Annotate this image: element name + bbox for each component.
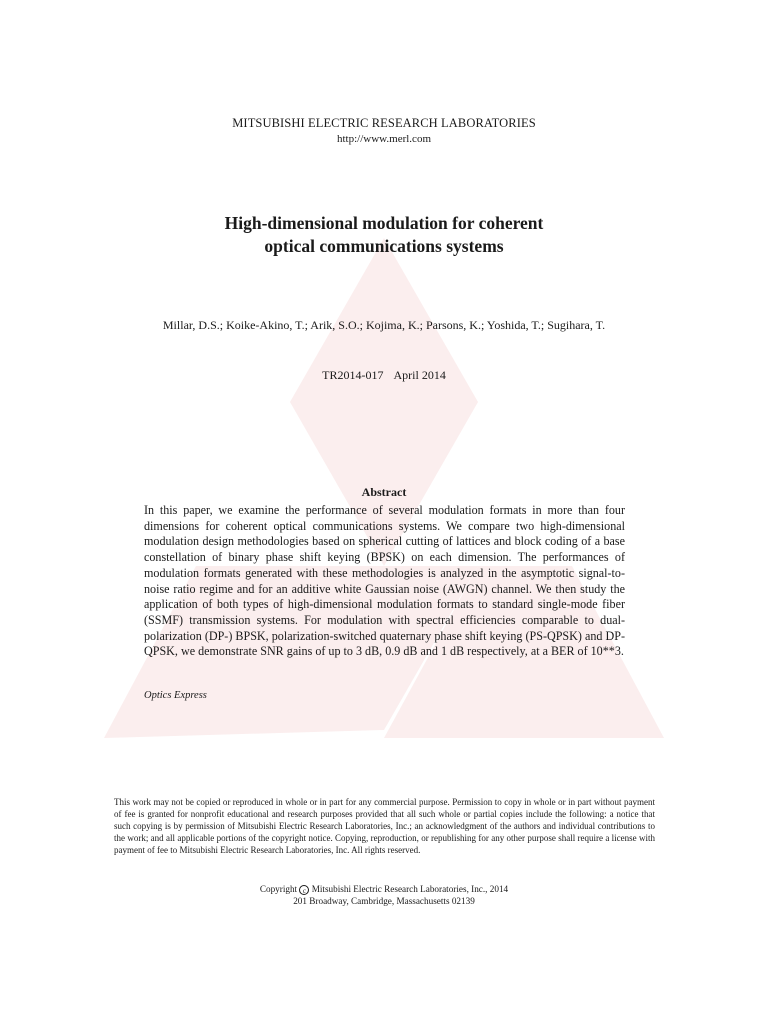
copyright-notice: This work may not be copied or reproduced in whole or in part for any commercial purpose. Permission to copy in whole or in part without payment of fee is granted for nonprofit educational and research purposes provided that all such whole or partial copies include the following: a notice that such copying is by permission of Mitsubishi Electric Research Laboratories, Inc.; an acknowledgment of the authors and individual contributions to the work; and all applicable portions of the copyright notice. Copying, reproduction, or republishing for any other purpose shall require a license with payment of fee to Mitsubishi Electric Research Laboratories, Inc. All rights reserved.: [114, 797, 655, 855]
paper-authors: Millar, D.S.; Koike-Akino, T.; Arik, S.O.; Kojima, K.; Parsons, K.; Yoshida, T.; Sugihara, T.: [162, 318, 606, 332]
report-info: [0, 368, 768, 383]
copyright-symbol-icon: c: [299, 885, 309, 895]
abstract-heading: Abstract: [361, 485, 407, 499]
paper-title-line-1: High-dimensional modulation for coherent: [224, 213, 544, 233]
organization-url[interactable]: http://www.merl.com: [337, 133, 431, 145]
report-date: April 2014: [393, 368, 446, 382]
paper-title-line-2: optical communications systems: [264, 236, 504, 256]
publication-venue: Optics Express: [144, 690, 207, 701]
paper-title: [0, 212, 768, 258]
copyright-line: [0, 883, 768, 895]
report-number: TR2014-017: [322, 368, 384, 382]
address-line: 201 Broadway, Cambridge, Massachusetts 02139: [293, 896, 475, 907]
copyright-prefix: Copyright: [259, 884, 298, 894]
organization-name: MITSUBISHI ELECTRIC RESEARCH LABORATORIES: [232, 116, 536, 130]
copyright-holder: Mitsubishi Electric Research Laboratories, Inc., 2014: [311, 884, 509, 894]
copyright-block: [0, 883, 768, 907]
abstract-text: In this paper, we examine the performance of several modulation formats in more than four dimensions for coherent optical communications systems. We compare two high-dimensional modulation design methodologies based on spherical cutting of lattices and block coding of a base constellation of binary phase shift keying (BPSK) on each dimension. The performances of modulation formats generated with these methodologies is analyzed in the asymptotic signal-to-noise ratio regime and for an additive white Gaussian noise (AWGN) channel. We then study the application of both types of high-dimensional modulation formats to standard single-mode fiber (SSMF) transmission systems. For modulation with spectral efficiencies comparable to dual-polarization (DP-) BPSK, polarization-switched quaternary phase shift keying (PS-QPSK) and DP-QPSK, we demonstrate SNR gains of up to 3 dB, 0.9 dB and 1 dB respectively, at a BER of 10**3.: [144, 503, 625, 659]
